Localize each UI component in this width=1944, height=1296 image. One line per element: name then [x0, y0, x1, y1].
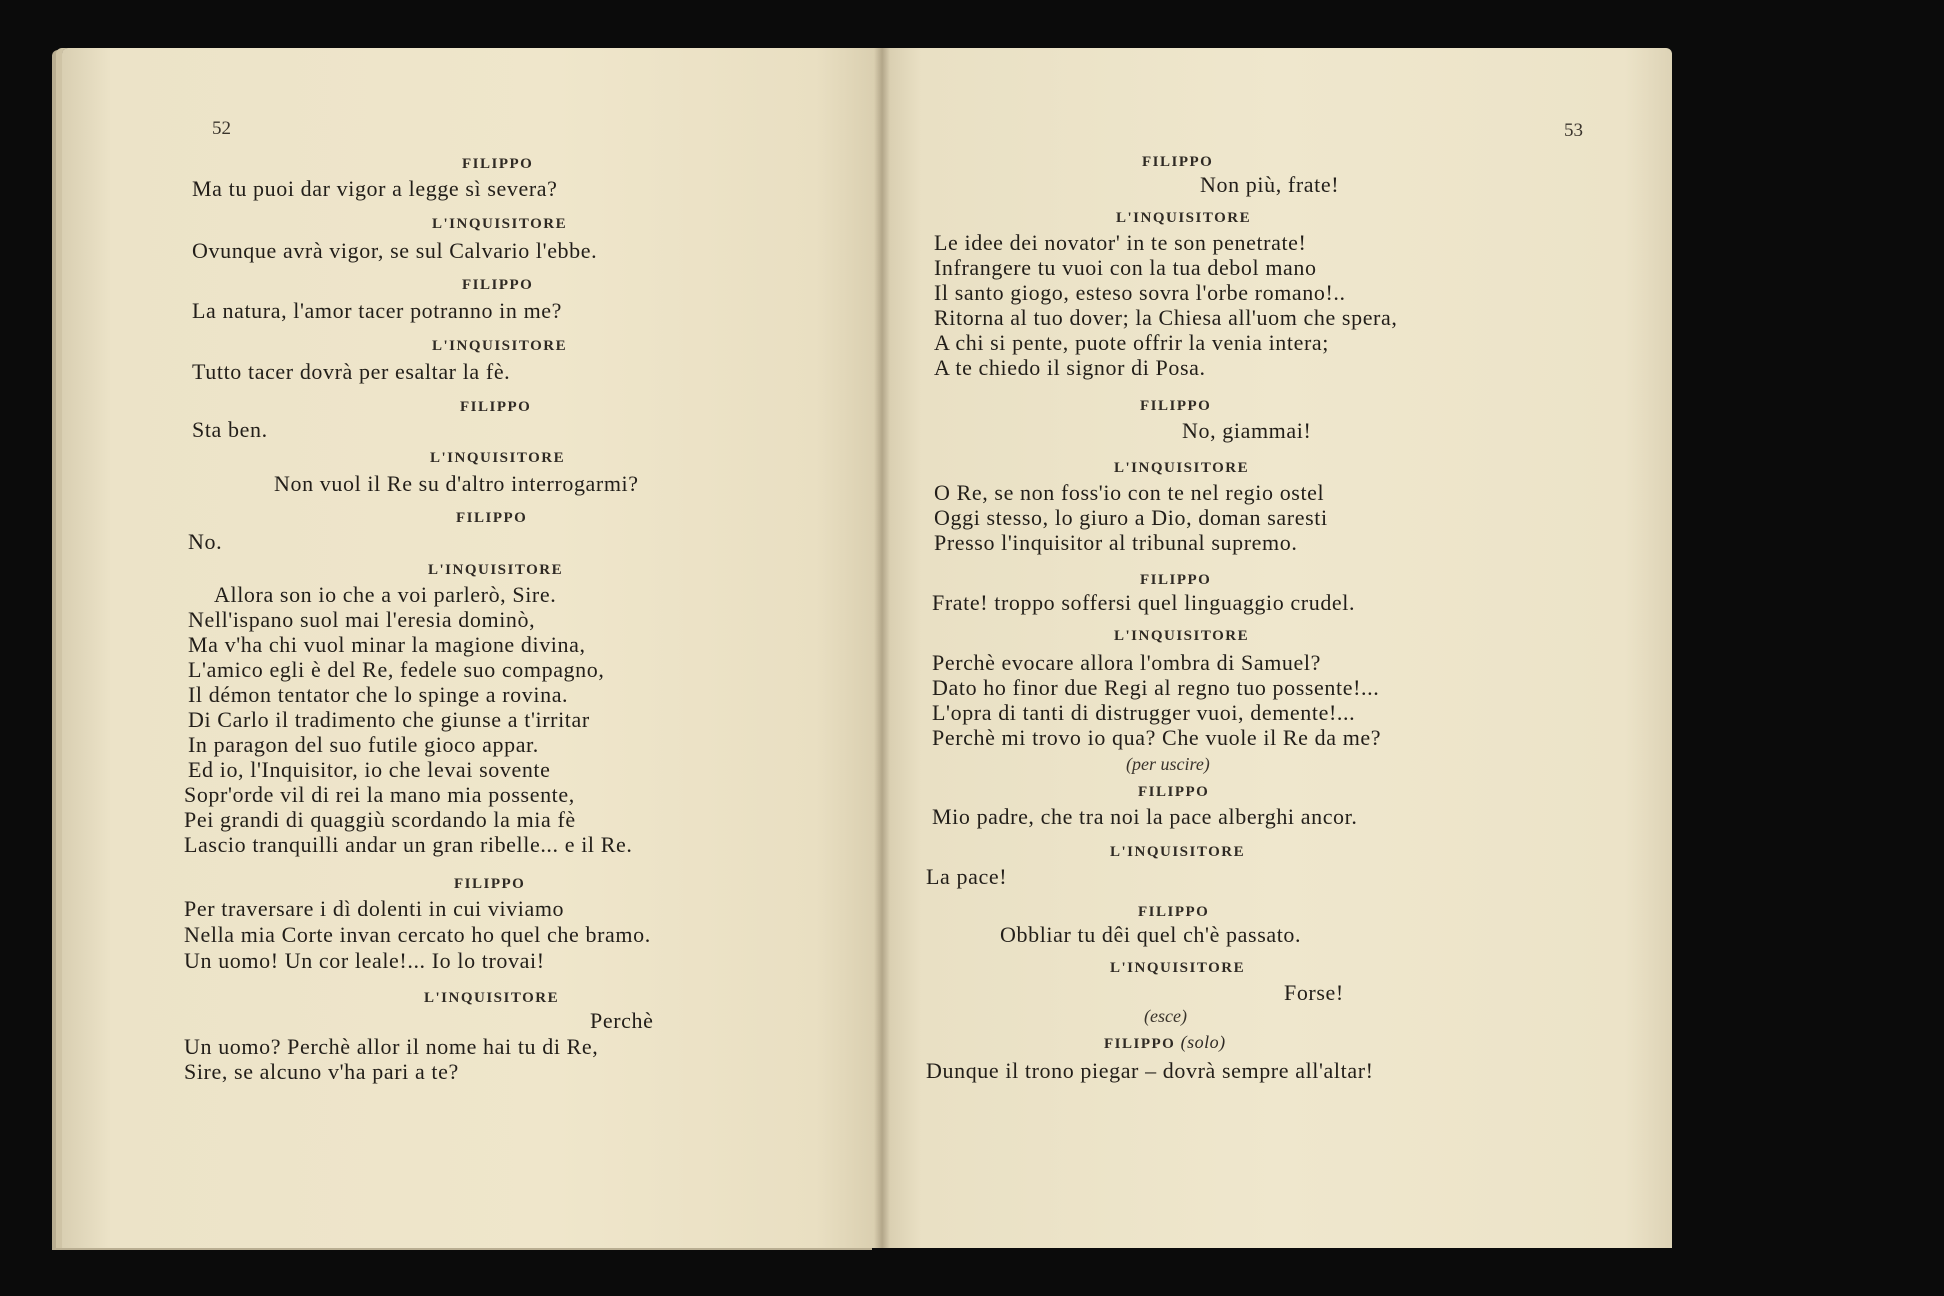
verse-line: Dato ho finor due Regi al regno tuo possente!... [932, 675, 1380, 700]
verse-line: Ma tu puoi dar vigor a legge sì severa? [192, 176, 558, 201]
verse-line: Sopr'orde vil di rei la mano mia possente, [184, 782, 575, 807]
speaker-label: L'INQUISITORE [1114, 628, 1250, 644]
speaker-direction: (solo) [1180, 1032, 1226, 1052]
verse-line: No. [188, 529, 223, 554]
speaker-label: L'INQUISITORE [428, 562, 564, 578]
stage-direction: (per uscire) [1126, 754, 1210, 774]
verse-line: Perchè mi trovo io qua? Che vuole il Re da me? [932, 725, 1382, 750]
stage-direction: (esce) [1144, 1006, 1187, 1026]
verse-line: L'opra di tanti di distrugger vuoi, demente!... [932, 700, 1356, 725]
speaker-name: FILIPPO [1104, 1036, 1176, 1052]
speaker-label [1104, 1032, 1226, 1053]
verse-line: Oggi stesso, lo giuro a Dio, doman saresti [934, 505, 1328, 530]
verse-line: Dunque il trono piegar – dovrà sempre all'altar! [926, 1058, 1374, 1083]
page-number: 53 [1564, 120, 1583, 141]
verse-line: Di Carlo il tradimento che giunse a t'irritar [188, 707, 590, 732]
verse-line: Ma v'ha chi vuol minar la magione divina, [188, 632, 586, 657]
verse-line: Sta ben. [192, 417, 268, 442]
verse-line: Un uomo? Perchè allor il nome hai tu di Re, [184, 1034, 599, 1059]
verse-line: Nella mia Corte invan cercato ho quel che bramo. [184, 922, 651, 947]
verse-line: Il démon tentator che lo spinge a rovina. [188, 682, 569, 707]
verse-line: Un uomo! Un cor leale!... Io lo trovai! [184, 948, 545, 973]
verse-line: Non vuol il Re su d'altro interrogarmi? [274, 471, 639, 496]
speaker-label: L'INQUISITORE [432, 216, 568, 232]
speaker-label: FILIPPO [1140, 398, 1212, 414]
speaker-label: FILIPPO [454, 876, 526, 892]
verse-line: A te chiedo il signor di Posa. [934, 355, 1206, 380]
verse-line: Il santo giogo, esteso sovra l'orbe romano!.. [934, 280, 1346, 305]
verse-line: Frate! troppo soffersi quel linguaggio crudel. [932, 590, 1356, 615]
speaker-label: FILIPPO [456, 510, 528, 526]
speaker-label: L'INQUISITORE [1110, 844, 1246, 860]
open-book [56, 40, 1676, 1272]
speaker-label: L'INQUISITORE [430, 450, 566, 466]
speaker-label: FILIPPO [1138, 784, 1210, 800]
speaker-label: L'INQUISITORE [1116, 210, 1252, 226]
verse-line: Nell'ispano suol mai l'eresia dominò, [188, 607, 536, 632]
speaker-label: FILIPPO [1142, 154, 1214, 170]
speaker-label: L'INQUISITORE [1114, 460, 1250, 476]
verse-line: Allora son io che a voi parlerò, Sire. [214, 582, 557, 607]
verse-line: Forse! [1284, 980, 1344, 1005]
verse-line: O Re, se non foss'io con te nel regio ostel [934, 480, 1325, 505]
right-page [882, 48, 1672, 1248]
left-page [62, 48, 882, 1248]
page-number: 52 [212, 118, 231, 139]
speaker-label: L'INQUISITORE [424, 990, 560, 1006]
verse-line: In paragon del suo futile gioco appar. [188, 732, 539, 757]
speaker-label: FILIPPO [462, 156, 534, 172]
verse-line: Ed io, l'Inquisitor, io che levai sovente [188, 757, 551, 782]
verse-line: Ovunque avrà vigor, se sul Calvario l'ebbe. [192, 238, 598, 263]
verse-line: Le idee dei novator' in te son penetrate! [934, 230, 1307, 255]
speaker-label: FILIPPO [460, 399, 532, 415]
verse-line: Perchè evocare allora l'ombra di Samuel? [932, 650, 1321, 675]
verse-line: Non più, frate! [1200, 172, 1340, 197]
verse-line: La natura, l'amor tacer potranno in me? [192, 298, 563, 323]
verse-line: Pei grandi di quaggiù scordando la mia fè [184, 807, 576, 832]
verse-line: Lascio tranquilli andar un gran ribelle... e il Re. [184, 832, 633, 857]
verse-line: Perchè [590, 1008, 654, 1033]
verse-line: Obbliar tu dêi quel ch'è passato. [1000, 922, 1302, 947]
speaker-label: L'INQUISITORE [432, 338, 568, 354]
verse-line: A chi si pente, puote offrir la venia intera; [934, 330, 1329, 355]
speaker-label: L'INQUISITORE [1110, 960, 1246, 976]
verse-line: Mio padre, che tra noi la pace alberghi ancor. [932, 804, 1358, 829]
verse-line: Tutto tacer dovrà per esaltar la fè. [192, 359, 511, 384]
verse-line: Sire, se alcuno v'ha pari a te? [184, 1059, 459, 1084]
speaker-label: FILIPPO [1138, 904, 1210, 920]
speaker-label: FILIPPO [462, 277, 534, 293]
verse-line: No, giammai! [1182, 418, 1312, 443]
speaker-label: FILIPPO [1140, 572, 1212, 588]
verse-line: La pace! [926, 864, 1008, 889]
verse-line: L'amico egli è del Re, fedele suo compagno, [188, 657, 605, 682]
verse-line: Presso l'inquisitor al tribunal supremo. [934, 530, 1298, 555]
verse-line: Ritorna al tuo dover; la Chiesa all'uom che spera, [934, 305, 1398, 330]
verse-line: Per traversare i dì dolenti in cui viviamo [184, 896, 565, 921]
verse-line: Infrangere tu vuoi con la tua debol mano [934, 255, 1317, 280]
book-gutter [874, 48, 890, 1248]
